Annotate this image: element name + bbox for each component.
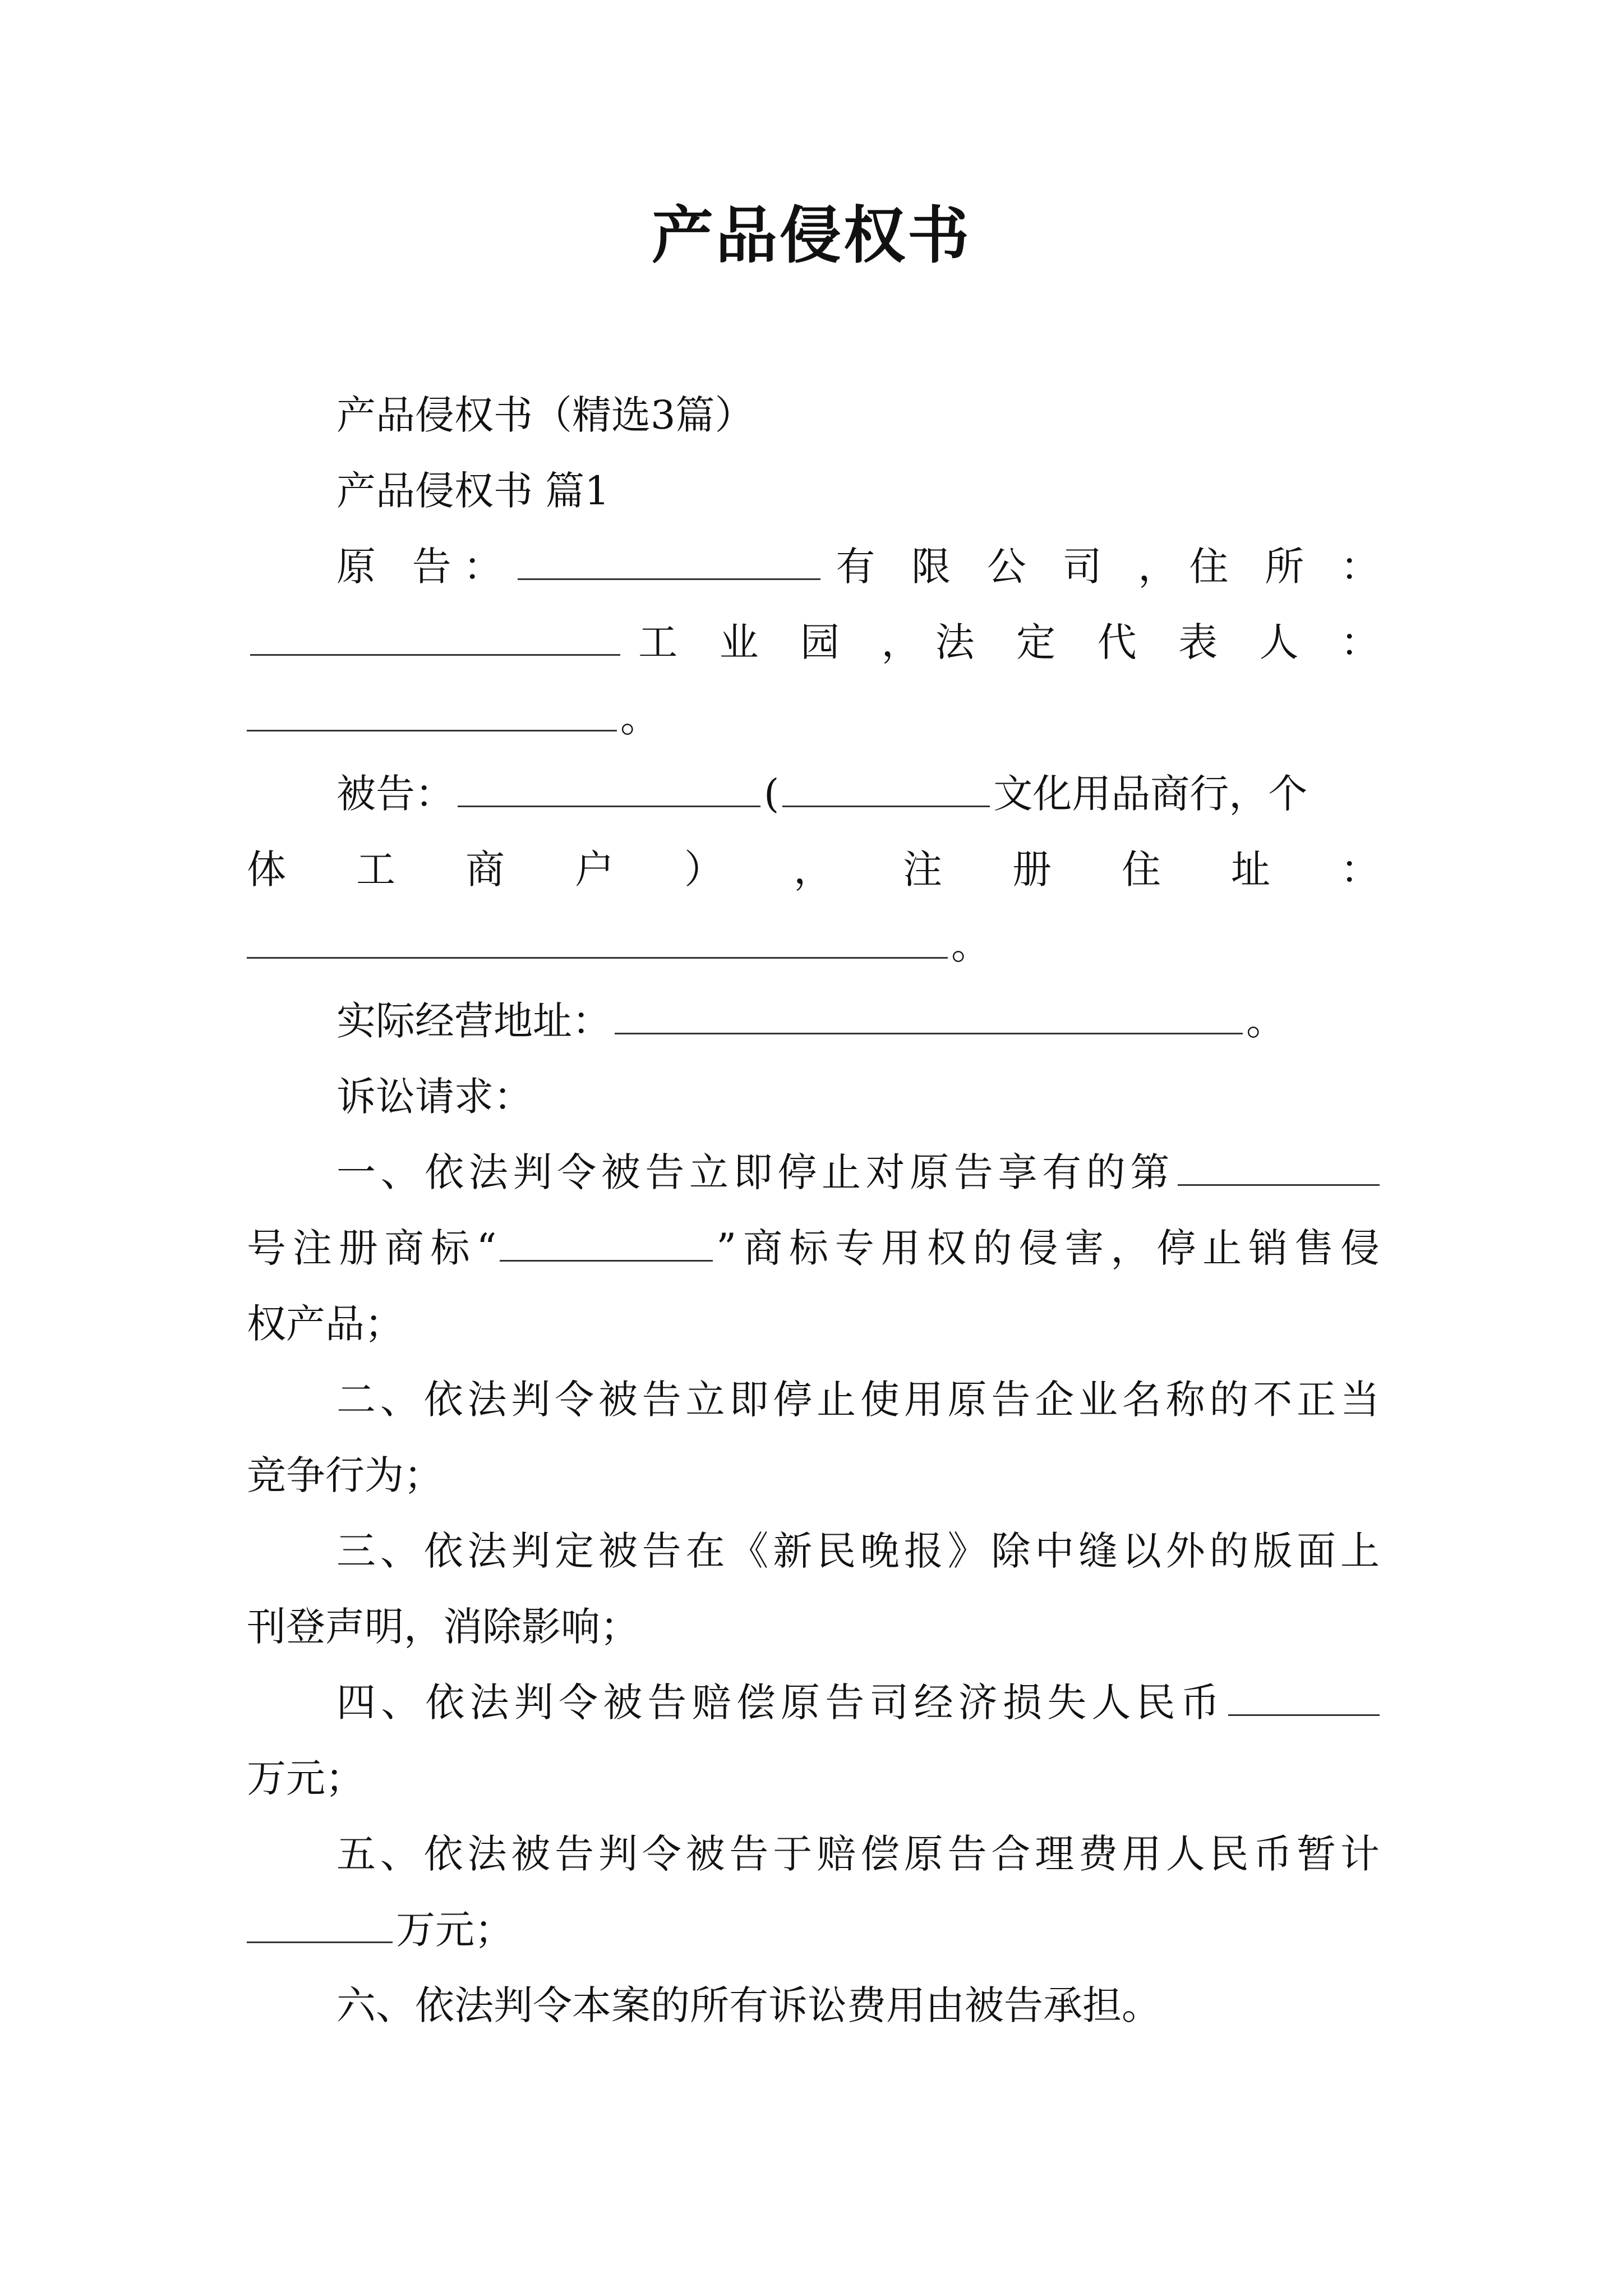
claim-4-line-1: 四、依法判令被告赔偿原告司经济损失人民币	[336, 1674, 1380, 1731]
claim-3-line-1: 三、依法判定被告在《新民晚报》除中缝以外的版面上	[336, 1528, 1380, 1574]
blank-field	[247, 695, 617, 731]
claim-2-line-2: 竞争行为；	[247, 1452, 443, 1498]
plaintiff-line-2: 工 业 园 ，法 定 代 表 人 ：	[247, 614, 1380, 670]
defendant-line-1: 被告： ( 文化用品商行，个	[336, 771, 1308, 817]
claim-6-line-1: 六、依法判令本案的所有诉讼费用由被告承担。	[336, 1982, 1161, 2028]
claim-1-line-1: 一、依法判令被告立即停止对原告享有的第	[336, 1144, 1380, 1200]
blank-field	[782, 771, 990, 807]
blank-field	[1228, 1680, 1380, 1716]
blank-field	[1178, 1149, 1380, 1186]
claim-5-line-2: 万元；	[247, 1902, 1380, 1958]
plaintiff-line-3: 。	[247, 690, 1380, 746]
claim-3-line-2: 刊登声明，消除影响；	[247, 1604, 639, 1650]
blank-field	[247, 1907, 393, 1943]
blank-field	[500, 1225, 713, 1262]
blank-field	[250, 619, 620, 656]
section-heading: 产品侵权书 篇1	[336, 468, 610, 514]
page-title: 产品侵权书	[652, 199, 971, 272]
claims-heading: 诉讼请求：	[336, 1074, 533, 1120]
blank-field	[247, 922, 948, 959]
blank-field	[615, 998, 1243, 1034]
subtitle: 产品侵权书（精选3篇）	[336, 392, 754, 438]
claim-1-line-2: 号注册商标“ ”商标专用权的侵害，停止销售侵	[247, 1225, 1380, 1271]
defendant-line-2: 体 工 商 户 ） ， 注 册 住 址 ：	[247, 846, 1380, 892]
claim-4-line-2: 万元；	[247, 1755, 365, 1801]
plaintiff-line-1: 原 告： 有 限 公 司 ，住 所 ：	[336, 544, 1380, 590]
blank-field	[458, 771, 760, 807]
claim-5-line-1: 五、依法被告判令被告于赔偿原告合理费用人民币暂计	[336, 1831, 1380, 1877]
defendant-line-3: 。	[247, 917, 1380, 973]
claim-2-line-1: 二、依法判令被告立即停止使用原告企业名称的不正当	[336, 1377, 1380, 1423]
actual-address-line: 实际经营地址： 。	[336, 998, 1285, 1044]
blank-field	[518, 544, 820, 580]
claim-1-line-3: 权产品；	[247, 1301, 404, 1347]
